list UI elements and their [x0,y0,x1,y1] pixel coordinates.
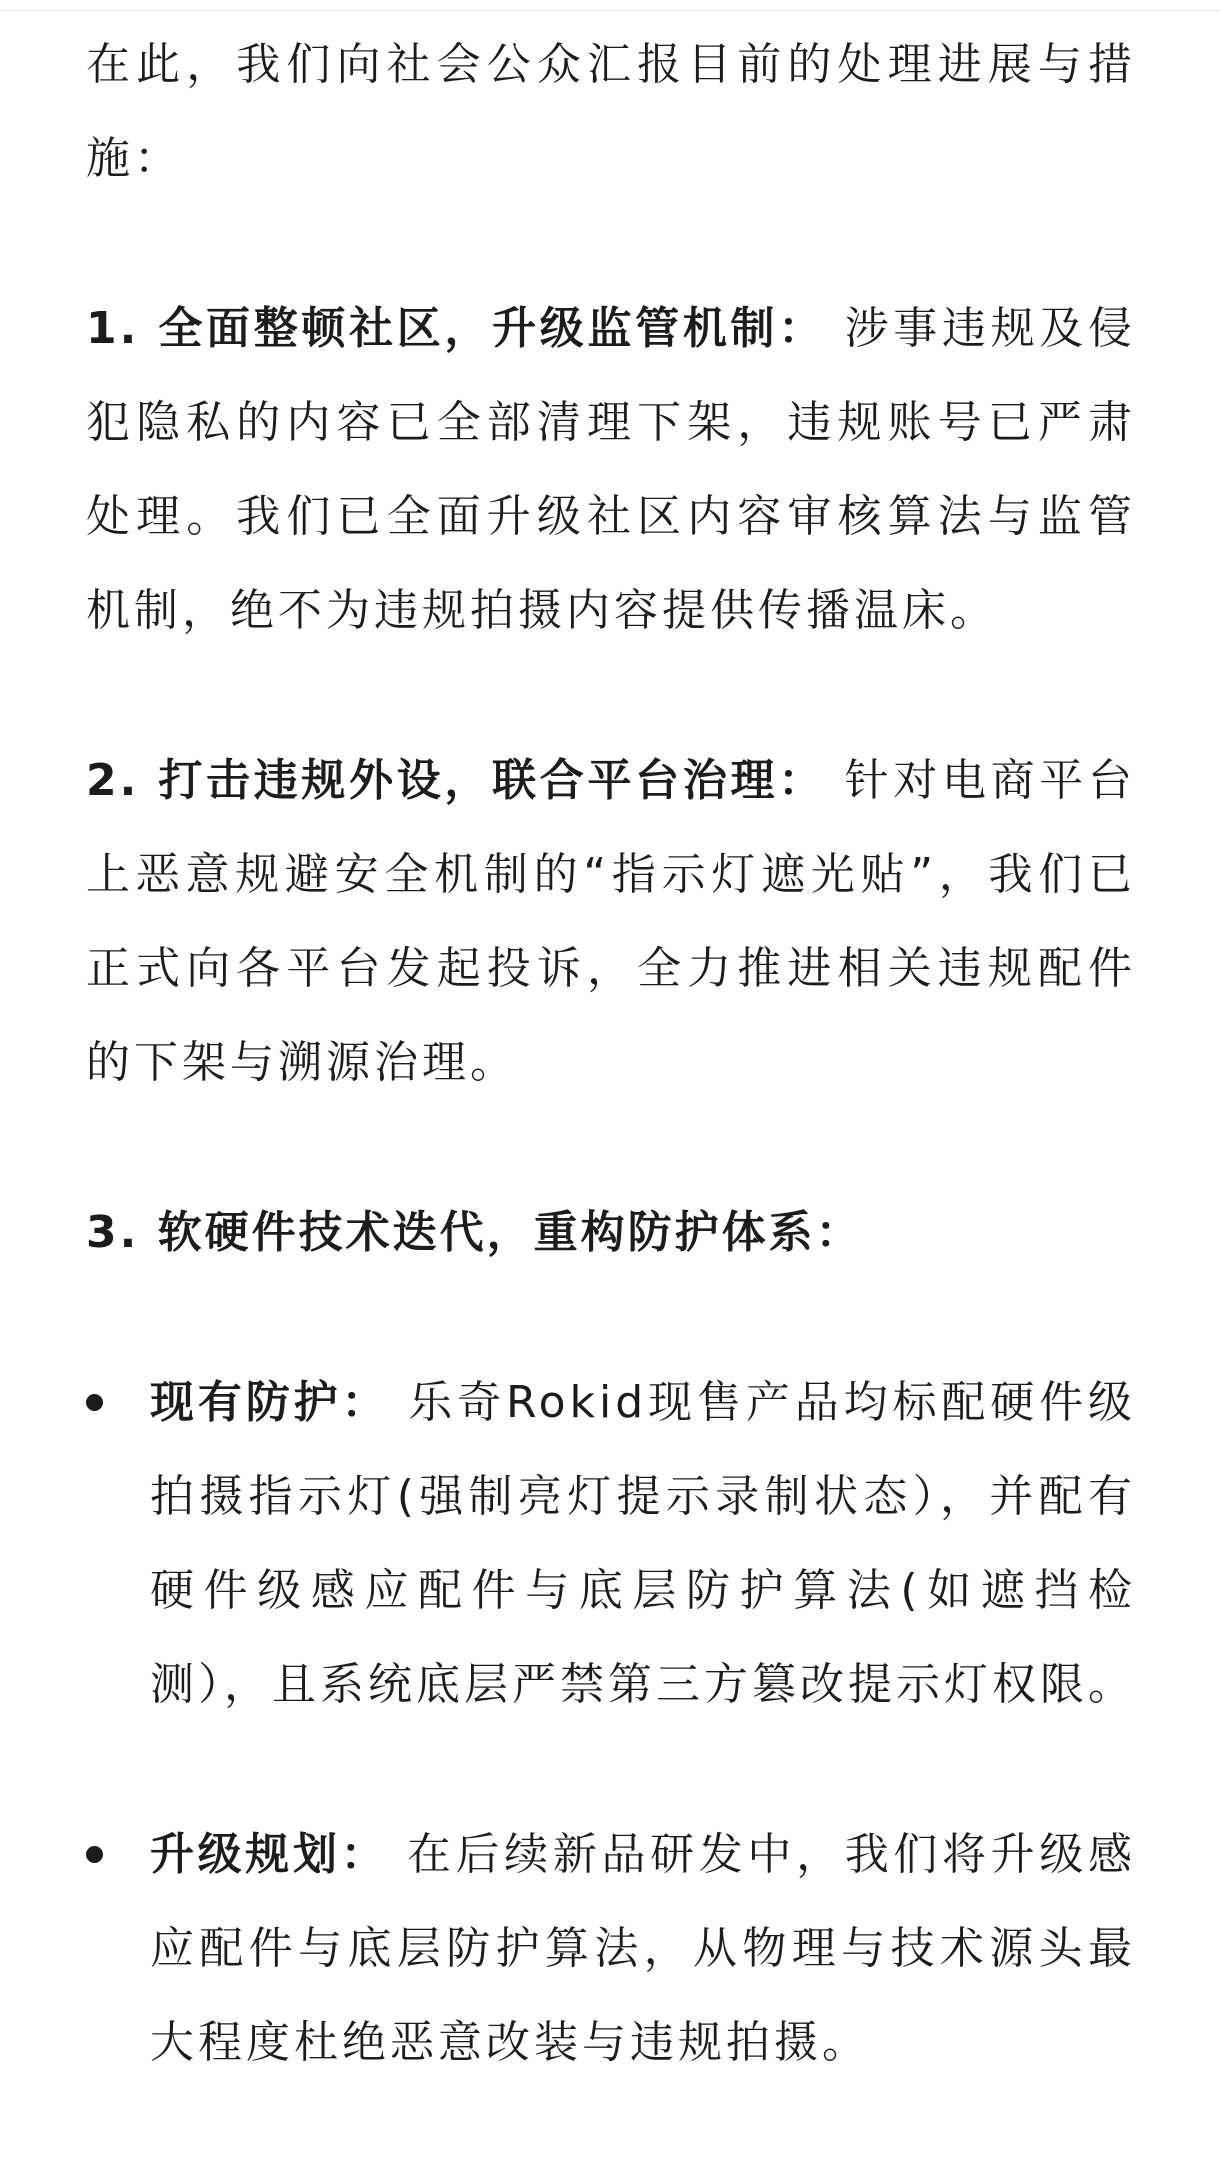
point-2-body: 针对电商平台上恶意规避安全机制的“指示灯遮光贴”，我们已正式向各平台发起投诉，全力推进相关违规配件的下架与溯源治理。 [86,755,1136,1088]
bullet-item-upgrade-plan [86,1808,1136,2090]
bullet-1-title: 现有防护： [150,1377,390,1428]
bullet-1-body: 乐奇Rokid现售产品均标配硬件级拍摄指示灯(强制亮灯提示录制状态），并配有硬件级感应配件与底层防护算法(如遮挡检测），且系统底层严禁第三方篡改提示灯权限。 [150,1377,1136,1710]
protection-bullet-list [86,1356,1136,2090]
paragraph-gap [86,206,1136,282]
point-1-paragraph [86,282,1136,658]
paragraph-gap [86,1110,1136,1186]
article-body [86,18,1136,2090]
paragraph-gap [86,1280,1136,1356]
point-2-title: 2. 打击违规外设，联合平台治理： [86,755,826,806]
paragraph-gap [86,658,1136,734]
bullet-2-body: 在后续新品研发中，我们将升级感应配件与底层防护算法，从物理与技术源头最大程度杜绝恶意改装与违规拍摄。 [150,1829,1136,2068]
bullet-item-current-protection [86,1356,1136,1732]
bullet-dot-icon [86,1846,103,1863]
intro-paragraph: 在此，我们向社会公众汇报目前的处理进展与措施： [86,39,1136,184]
top-divider [0,10,1220,11]
point-2-paragraph [86,734,1136,1110]
point-1-title: 1. 全面整顿社区，升级监管机制： [86,303,826,354]
paragraph-gap [86,1732,1136,1808]
bullet-dot-icon [86,1394,103,1411]
bullet-2-title: 升级规划： [150,1829,389,1880]
point-1-body: 涉事违规及侵犯隐私的内容已全部清理下架，违规账号已严肃处理。我们已全面升级社区内容审核算法与监管机制，绝不为违规拍摄内容提供传播温床。 [86,303,1136,636]
section-3-heading: 3. 软硬件技术迭代，重构防护体系： [86,1207,863,1258]
